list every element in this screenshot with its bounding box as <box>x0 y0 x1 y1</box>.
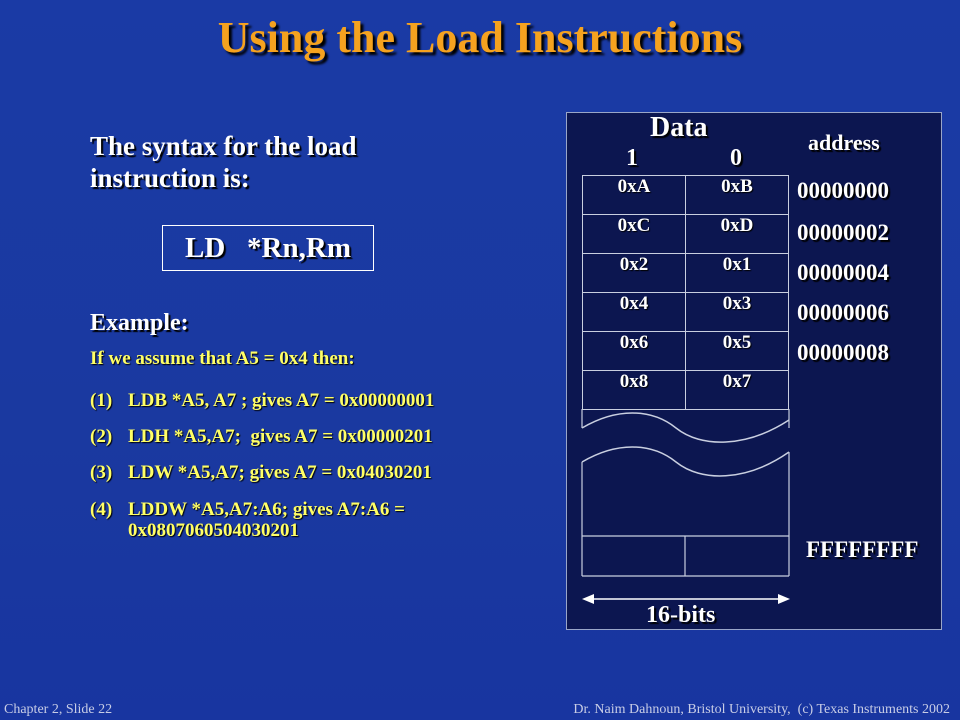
last-address: FFFFFFFF <box>806 537 919 562</box>
memory-break-graphic <box>566 400 806 630</box>
example-text: LDW *A5,A7; gives A7 = 0x04030201 <box>128 462 432 483</box>
address-value: 00000008 <box>797 340 889 365</box>
memory-cell-low: 0x5 <box>685 331 789 371</box>
footer-credit: Dr. Naim Dahnoun, Bristol University, (c) Texas Instruments 2002 <box>573 702 950 717</box>
example-number: (2) <box>90 426 113 447</box>
footer-slide-number: Chapter 2, Slide 22 <box>4 702 113 717</box>
memory-cell-low: 0xD <box>685 214 789 254</box>
memory-cell-high: 0x4 <box>582 292 686 332</box>
memory-cell-high: 0xC <box>582 214 686 254</box>
example-number: (3) <box>90 462 113 483</box>
address-label: address <box>808 130 880 155</box>
slide-title: Using the Load Instructions <box>217 13 743 62</box>
intro-text: The syntax for the load instruction is: <box>90 131 357 193</box>
bit-width-label: 16-bits <box>646 602 716 628</box>
memory-cell-high: 0x6 <box>582 331 686 371</box>
column-label-low: 0 <box>730 145 742 171</box>
data-label: Data <box>650 112 708 143</box>
example-label: Example: <box>90 310 189 336</box>
column-label-high: 1 <box>626 145 638 171</box>
memory-cell-high: 0x8 <box>582 370 686 410</box>
address-value: 00000000 <box>797 178 889 203</box>
assumption-text: If we assume that A5 = 0x4 then: <box>90 348 355 369</box>
address-value: 00000006 <box>797 300 889 325</box>
example-text: LDB *A5, A7 ; gives A7 = 0x00000001 <box>128 390 435 411</box>
address-value: 00000004 <box>797 260 889 285</box>
example-text: LDDW *A5,A7:A6; gives A7:A6 = 0x0807060504030201 <box>128 499 405 541</box>
memory-cell-low: 0x3 <box>685 292 789 332</box>
instruction-syntax-box: LD *Rn,Rm <box>162 225 374 271</box>
memory-cell-low: 0x7 <box>685 370 789 410</box>
example-number: (1) <box>90 390 113 411</box>
memory-cell-high: 0x2 <box>582 253 686 293</box>
example-number: (4) <box>90 499 113 520</box>
memory-cell-low: 0x1 <box>685 253 789 293</box>
address-value: 00000002 <box>797 220 889 245</box>
memory-cell-low: 0xB <box>685 175 789 215</box>
example-text: LDH *A5,A7; gives A7 = 0x00000201 <box>128 426 433 447</box>
memory-cell-high: 0xA <box>582 175 686 215</box>
